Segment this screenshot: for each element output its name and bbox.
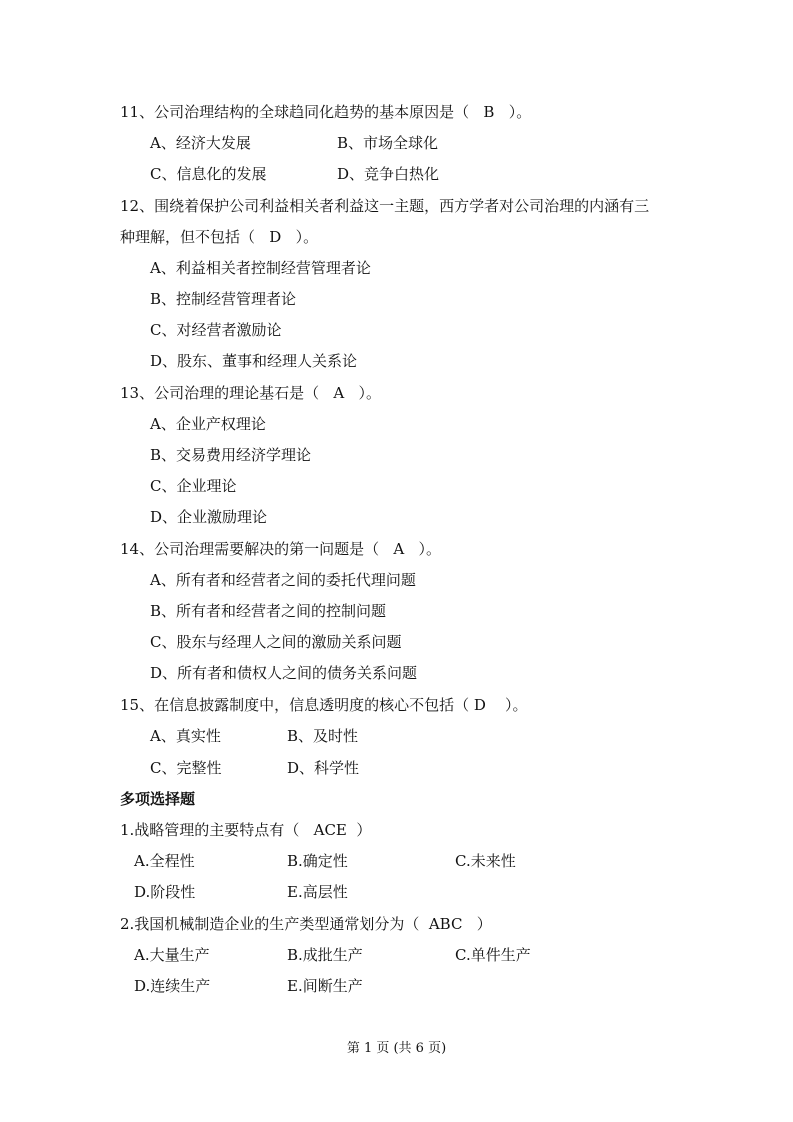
q14-option-d: D、所有者和债权人之间的债务关系问题 bbox=[150, 664, 418, 682]
mq1-option-b: B.确定性 bbox=[287, 852, 348, 870]
q13-option-d: D、企业激励理论 bbox=[150, 508, 268, 526]
q11-option-d: D、竞争白热化 bbox=[337, 165, 440, 183]
q12-option-c: C、对经营者激励论 bbox=[150, 321, 282, 339]
question-11-stem: 11、公司治理结构的全球趋同化趋势的基本原因是（ B ）。 bbox=[120, 103, 532, 121]
mq1-option-d: D.阶段性 bbox=[134, 883, 196, 901]
q11-option-c: C、信息化的发展 bbox=[150, 165, 267, 183]
mq2-option-e: E.间断生产 bbox=[287, 977, 363, 995]
q12-option-b: B、控制经营管理者论 bbox=[150, 290, 297, 308]
q15-option-d: D、科学性 bbox=[287, 759, 360, 777]
page-footer: 第 1 页 (共 6 页) bbox=[346, 1041, 447, 1056]
question-12-stem-cont: 种理解，但不包括（ D ）。 bbox=[120, 228, 319, 246]
multi-question-1-stem: 1.战略管理的主要特点有（ ACE ） bbox=[120, 821, 372, 839]
q14-option-a: A、所有者和经营者之间的委托代理问题 bbox=[150, 571, 416, 589]
q14-option-b: B、所有者和经营者之间的控制问题 bbox=[150, 602, 387, 620]
mq2-option-c: C.单件生产 bbox=[455, 946, 531, 964]
multi-question-2-stem: 2.我国机械制造企业的生产类型通常划分为（ ABC ） bbox=[120, 915, 492, 933]
mq2-option-b: B.成批生产 bbox=[287, 946, 363, 964]
q13-option-a: A、企业产权理论 bbox=[150, 415, 266, 433]
q13-option-b: B、交易费用经济学理论 bbox=[150, 446, 312, 464]
question-14-stem: 14、公司治理需要解决的第一问题是（ A ）。 bbox=[120, 540, 442, 558]
q12-option-d: D、股东、董事和经理人关系论 bbox=[150, 352, 358, 370]
q15-option-c: C、完整性 bbox=[150, 759, 222, 777]
mq1-option-a: A.全程性 bbox=[134, 852, 195, 870]
section-title-multiple-choice: 多项选择题 bbox=[120, 790, 196, 808]
q11-option-a: A、经济大发展 bbox=[150, 134, 251, 152]
mq1-option-e: E.高层性 bbox=[287, 883, 348, 901]
mq2-option-d: D.连续生产 bbox=[134, 977, 211, 995]
question-15-stem: 15、在信息披露制度中，信息透明度的核心不包括（ D ）。 bbox=[120, 696, 528, 714]
q15-option-a: A、真实性 bbox=[150, 727, 221, 745]
q11-option-b: B、市场全球化 bbox=[337, 134, 439, 152]
q14-option-c: C、股东与经理人之间的激励关系问题 bbox=[150, 633, 402, 651]
q15-option-b: B、及时性 bbox=[287, 727, 359, 745]
mq1-option-c: C.未来性 bbox=[455, 852, 516, 870]
q13-option-c: C、企业理论 bbox=[150, 477, 237, 495]
mq2-option-a: A.大量生产 bbox=[134, 946, 210, 964]
q12-option-a: A、利益相关者控制经营管理者论 bbox=[150, 259, 371, 277]
question-12-stem: 12、围绕着保护公司利益相关者利益这一主题，西方学者对公司治理的内涵有三 bbox=[120, 197, 650, 215]
question-13-stem: 13、公司治理的理论基石是（ A ）。 bbox=[120, 384, 382, 402]
